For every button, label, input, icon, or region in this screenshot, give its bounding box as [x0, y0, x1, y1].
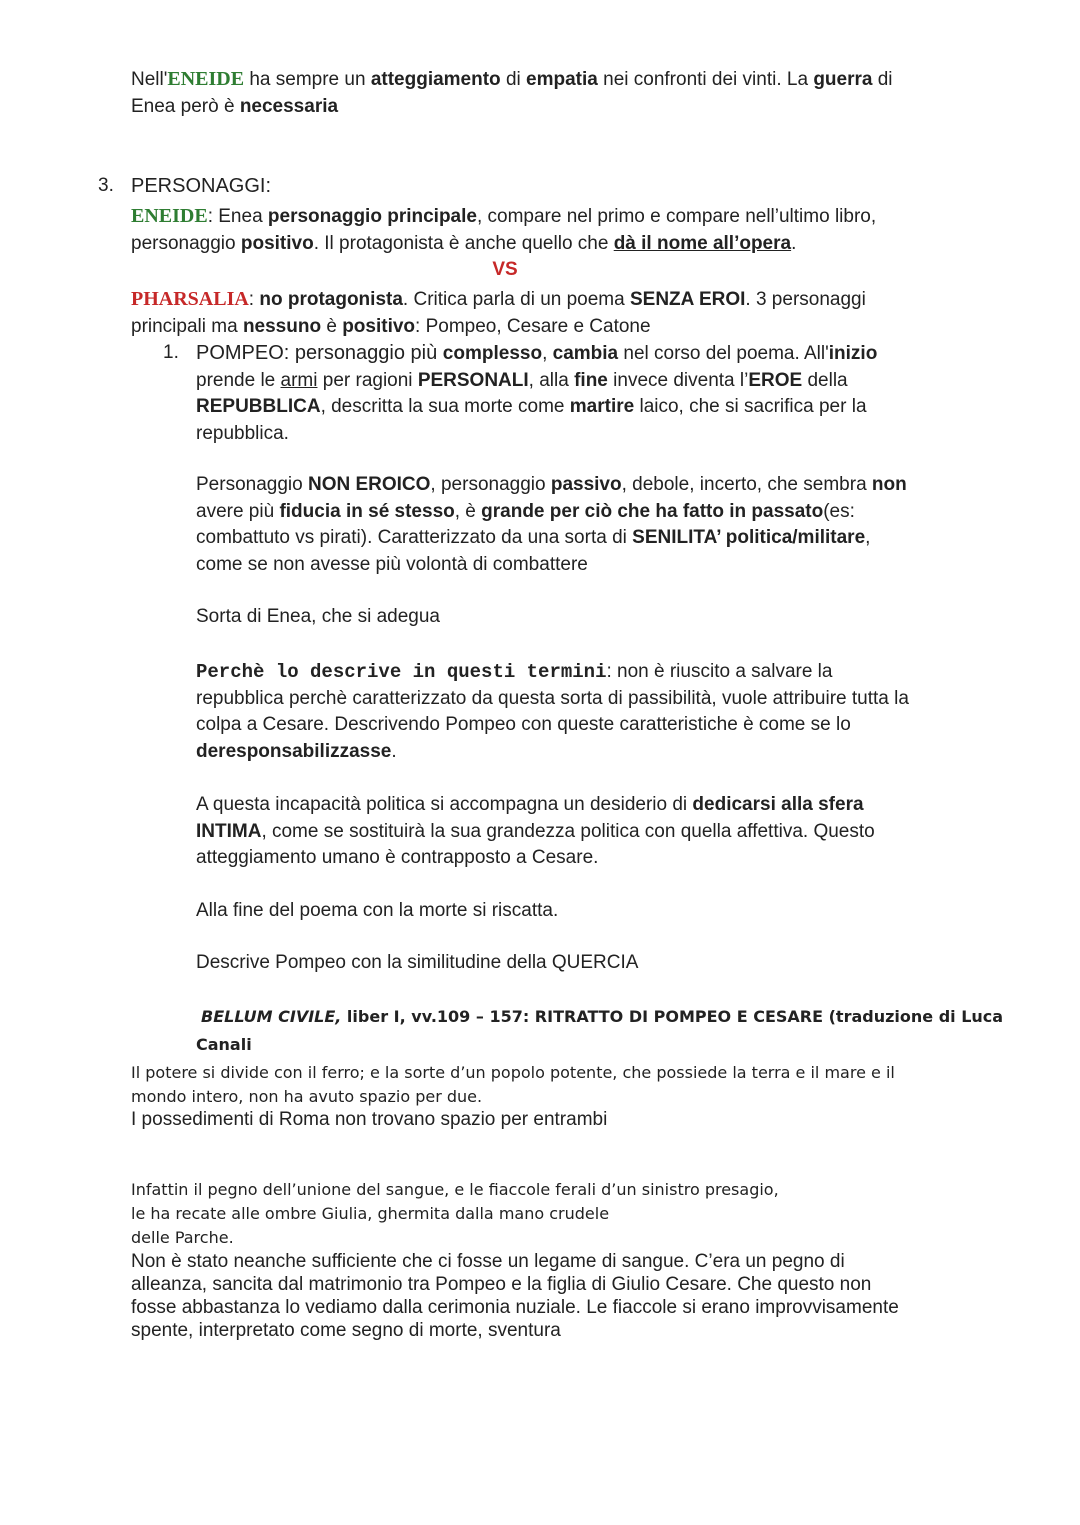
text: , debole, incerto, che sembra — [621, 474, 872, 495]
quote-1 — [131, 1061, 895, 1131]
text: è — [321, 315, 343, 337]
text: come se non avesse più volontà di combattere — [196, 553, 588, 575]
pompeo-line-1 — [196, 340, 877, 368]
quote2-line-4 — [131, 1250, 899, 1273]
pharsalia-line-1 — [131, 286, 866, 314]
para4-line-3 — [196, 712, 909, 739]
bold-text: fiducia in sé stesso — [279, 500, 455, 522]
text: Il potere si divide con il ferro; e la sorte d’un popolo potente, che possiede la terra e il mare e il — [131, 1063, 895, 1082]
riscatta-paragraph — [196, 898, 558, 925]
vs-label — [480, 257, 530, 284]
bold-text: personaggio principale — [267, 206, 477, 227]
bold-text: dedicarsi alla sfera — [692, 794, 864, 815]
text: , alla — [528, 369, 575, 391]
para5-line-3 — [196, 845, 875, 872]
bold-text: atteggiamento — [370, 69, 501, 90]
intro-paragraph — [131, 66, 893, 120]
bold-text: passivo — [550, 474, 622, 495]
para5-line-1 — [196, 792, 875, 819]
para2-line-2 — [196, 499, 907, 526]
sorta-di-enea-paragraph — [196, 604, 440, 631]
text: Non è stato neanche sufficiente che ci fosse un legame di sangue. C’era un pegno di — [131, 1251, 845, 1272]
bold-text: positivo — [342, 315, 416, 337]
text: avere più — [196, 500, 280, 522]
pompeo-line-2 — [196, 368, 877, 395]
text: : — [248, 289, 260, 310]
non-eroico-paragraph — [196, 472, 907, 578]
perche-paragraph — [196, 659, 909, 765]
quote-2 — [131, 1178, 899, 1342]
text: di — [872, 69, 893, 90]
text: : non è riuscito a salvare la — [606, 661, 833, 682]
text: POMPEO: personaggio più — [196, 342, 443, 364]
text: , come se sostituirà la sua grandezza politica con quella affettiva. Questo — [261, 820, 875, 842]
quote1-line-1 — [131, 1061, 895, 1085]
text: colpa a Cesare. Descrivendo Pompeo con queste caratteristiche è come se lo — [196, 714, 851, 735]
quote2-line-7 — [131, 1319, 899, 1342]
text: le ha recate alle ombre Giulia, ghermita dalla mano crudele — [131, 1204, 610, 1223]
para2-line-4 — [196, 552, 907, 579]
text: Canali — [196, 1035, 252, 1054]
pompeo-line-4 — [196, 421, 877, 448]
para3-line-1 — [196, 604, 440, 631]
bold-text: positivo — [240, 232, 314, 254]
quercia-paragraph — [196, 950, 638, 977]
bellum-title-line-2 — [196, 1031, 1003, 1059]
list-number: 3. — [98, 175, 114, 196]
incapacita-paragraph — [196, 792, 875, 872]
quote1-line-2 — [131, 1085, 895, 1109]
para2-line-1 — [196, 472, 907, 499]
text: prende le — [196, 369, 281, 391]
intro-line-1 — [131, 66, 893, 94]
text: spente, interpretato come segno di morte, sventura — [131, 1320, 561, 1341]
para7-line-1 — [196, 950, 638, 977]
quote2-line-1 — [131, 1178, 899, 1202]
section-heading — [131, 173, 271, 200]
underlined-text: dà il nome all’opera — [613, 232, 792, 254]
para5-line-2 — [196, 819, 875, 846]
text: , — [542, 343, 553, 364]
bold-text: REPUBBLICA — [196, 396, 321, 417]
text: nel corso del poema. All' — [618, 343, 829, 364]
text: . Il protagonista è anche quello che — [313, 232, 614, 254]
text: personaggio — [131, 232, 241, 254]
text: principali ma — [131, 315, 243, 337]
pompeo-line-3 — [196, 394, 877, 421]
text: combattuto vs pirati). Caratterizzato da una sorta di — [196, 527, 633, 548]
text: . — [391, 740, 397, 762]
para2-line-3 — [196, 525, 907, 552]
bold-text: SENILITA’ politica/militare — [632, 527, 866, 548]
bold-text: NON EROICO — [307, 474, 431, 495]
intro-line-2 — [131, 94, 893, 121]
text: , personaggio — [430, 474, 551, 495]
text: A questa incapacità politica si accompagna un desiderio di — [196, 794, 693, 815]
text: delle Parche. — [131, 1228, 234, 1247]
bold-text: non — [871, 474, 907, 495]
bold-text: empatia — [526, 69, 598, 90]
bold-text: inizio — [828, 343, 878, 364]
text: Alla fine del poema con la morte si riscatta. — [196, 900, 559, 921]
text: mondo intero, non ha avuto spazio per due. — [131, 1087, 483, 1106]
text: invece diventa l’ — [607, 369, 749, 391]
quote2-line-6 — [131, 1296, 899, 1319]
text: , descritta la sua morte come — [320, 396, 570, 417]
text: laico, che si sacrifica per la — [634, 396, 867, 417]
text: Enea però è — [131, 95, 240, 117]
text: Infattin il pegno dell’unione del sangue, e le fiaccole ferali d’un sinistro presagio, — [131, 1180, 779, 1199]
bold-text: EROE — [748, 369, 803, 391]
text: . Critica parla di un poema — [402, 289, 630, 310]
italic-bold-text: BELLUM CIVILE, — [201, 1007, 342, 1026]
heading-text: PERSONAGGI: — [131, 175, 272, 197]
bold-text: complesso — [442, 343, 543, 364]
text: I possedimenti di Roma non trovano spazio per entrambi — [131, 1109, 608, 1130]
text: atteggiamento umano è contrapposto a Cesare. — [196, 847, 599, 868]
text: repubblica. — [196, 422, 289, 444]
pompeo-paragraph — [196, 340, 877, 447]
para6-line-1 — [196, 898, 558, 925]
bold-text: necessaria — [239, 95, 339, 117]
quote2-line-2 — [131, 1202, 899, 1226]
para4-line-1 — [196, 659, 909, 686]
quote1-line-3 — [131, 1109, 895, 1131]
text: nei confronti dei vinti. La — [597, 69, 814, 90]
underlined-text: armi — [280, 369, 318, 391]
sublist-number — [163, 340, 179, 367]
text: Sorta di Enea, che si adegua — [196, 606, 441, 627]
quote2-line-3 — [131, 1226, 899, 1250]
section-number — [98, 173, 114, 200]
text: , — [865, 527, 871, 548]
text: alleanza, sancita dal matrimonio tra Pompeo e la figlia di Giulio Cesare. Che questo non — [131, 1274, 872, 1295]
text: : Pompeo, Cesare e Catone — [415, 315, 651, 337]
bold-text: cambia — [552, 343, 619, 364]
bold-text: grande per ciò che ha fatto in passato — [481, 500, 824, 522]
bellum-civile-title — [196, 1003, 1003, 1059]
eneide-line-1 — [131, 203, 876, 231]
bold-text: fine — [574, 369, 608, 391]
bold-text: SENZA EROI — [629, 289, 746, 310]
pharsalia-paragraph — [131, 286, 866, 340]
text: della — [802, 369, 848, 391]
text: : Enea — [207, 206, 268, 227]
text: liber I, vv.109 – 157: RITRATTO DI POMPEO E CESARE (traduzione di Luca — [341, 1007, 1004, 1026]
para4-line-2 — [196, 686, 909, 713]
bold-text: deresponsabilizzasse — [196, 740, 392, 762]
list-number: 1. — [163, 342, 179, 363]
para4-line-4 — [196, 739, 909, 766]
text: . 3 personaggi — [745, 289, 866, 310]
eneide-label: ENEIDE — [167, 68, 245, 90]
text: repubblica perchè caratterizzato da questa sorta di passibilità, vuole attribuire tutta la — [196, 687, 909, 709]
text: (es: — [823, 500, 855, 522]
pharsalia-label: PHARSALIA — [131, 288, 249, 310]
bellum-title-line-1 — [196, 1003, 1003, 1031]
bold-text: guerra — [813, 69, 873, 90]
bold-text: nessuno — [242, 315, 322, 337]
bold-text: martire — [569, 396, 635, 417]
eneide-label: ENEIDE — [131, 205, 208, 227]
eneide-line-2 — [131, 231, 876, 258]
text: fosse abbastanza lo vediamo dalla cerimonia nuziale. Le fiaccole si erano improvvisamente — [131, 1297, 899, 1318]
bold-text: no protagonista — [259, 289, 403, 310]
vs-text: VS — [492, 259, 518, 280]
eneide-paragraph — [131, 203, 876, 257]
text: Personaggio — [196, 474, 308, 495]
text: , compare nel primo e compare nell’ultimo libro, — [476, 206, 877, 227]
pharsalia-line-2 — [131, 314, 866, 341]
text: per ragioni — [317, 369, 418, 391]
bold-text: INTIMA — [196, 820, 262, 842]
quote2-line-5 — [131, 1273, 899, 1296]
text: . — [791, 232, 797, 254]
mono-bold-text: Perchè lo descrive in questi termini — [196, 661, 607, 683]
text: ha sempre un — [244, 69, 371, 90]
bold-text: PERSONALI — [417, 369, 529, 391]
text: , è — [454, 500, 482, 522]
text: di — [500, 69, 527, 90]
text: Nell' — [131, 69, 168, 90]
text: Descrive Pompeo con la similitudine della QUERCIA — [196, 952, 639, 973]
